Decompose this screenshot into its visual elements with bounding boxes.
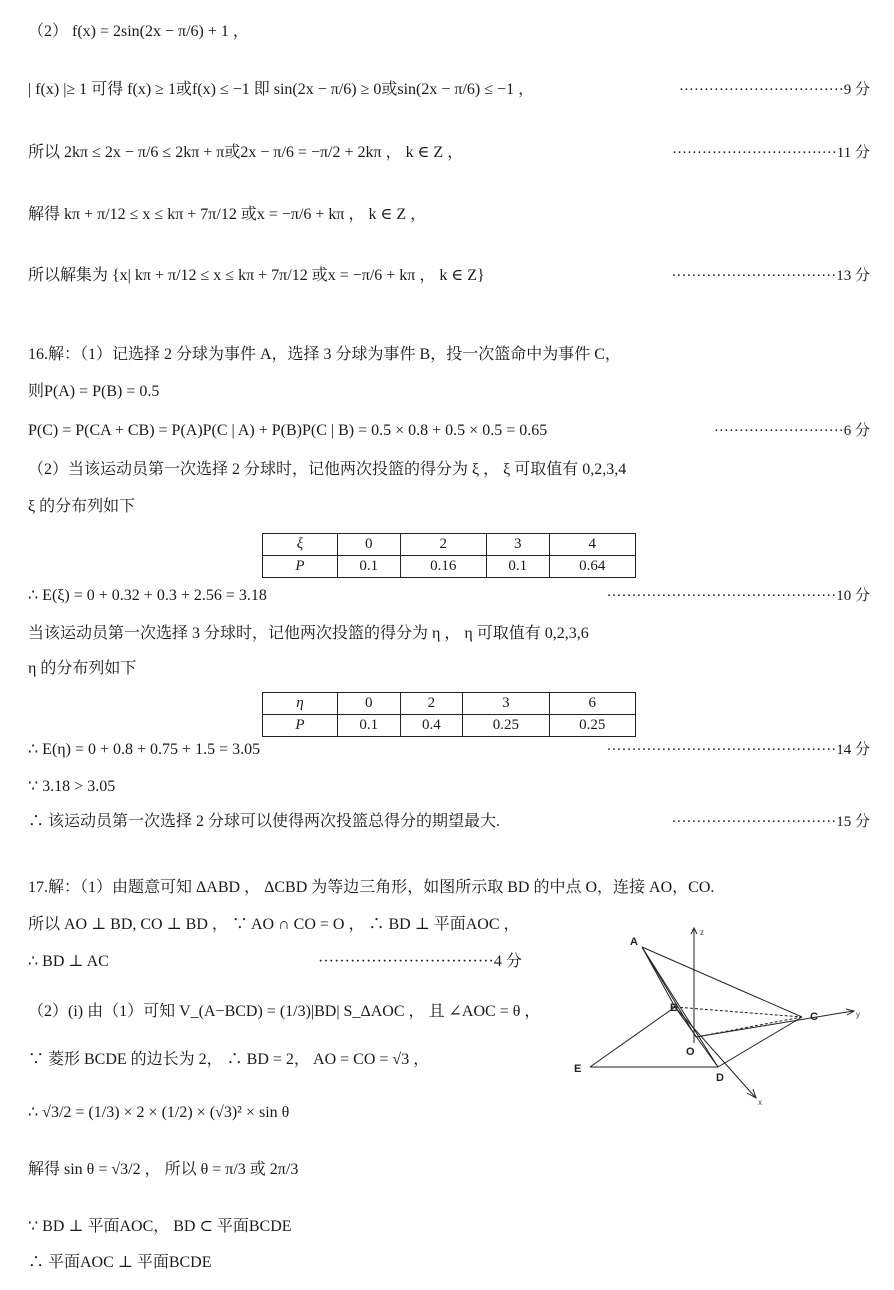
- p16-line10: ∵ 3.18 > 3.05: [28, 778, 116, 795]
- p16-line6: ∴ E(ξ) = 0 + 0.32 + 0.3 + 2.56 = 3.18: [28, 587, 267, 604]
- table-cell: 0.16: [400, 556, 486, 578]
- table-cell: P: [263, 556, 338, 578]
- label-y: y: [856, 1010, 860, 1019]
- p15-line5: 所以解集为 {x| kπ + π/12 ≤ x ≤ kπ + 7π/12 或x = −π/6 + kπ ， k ∈ Z}: [28, 267, 485, 284]
- label-x: x: [758, 1098, 762, 1107]
- p17-line5: ∵ 菱形 BCDE 的边长为 2， ∴ BD = 2， AO = CO = √3 ，: [28, 1051, 430, 1068]
- p15-line3: 所以 2kπ ≤ 2x − π/6 ≤ 2kπ + π或2x − π/6 = −π/2 + 2kπ ， k ∈ Z ，: [28, 144, 464, 161]
- p16-score-15: ·································15 分: [671, 814, 870, 830]
- table-cell: 2: [400, 693, 463, 715]
- label-z: z: [700, 928, 704, 937]
- table-cell: 0: [338, 693, 401, 715]
- p17-line6: ∴ √3/2 = (1/3) × 2 × (1/2) × (√3)² × sin θ: [28, 1104, 290, 1121]
- p16-line4: （2）当该运动员第一次选择 2 分球时，记他两次投篮的得分为 ξ ， ξ 可取值有 0,2,3,4: [28, 461, 627, 478]
- edge-AC: [642, 947, 802, 1017]
- label-E: E: [574, 1063, 582, 1075]
- p17-line7: 解得 sin θ = √3/2 ， 所以 θ = π/3 或 2π/3: [28, 1161, 299, 1178]
- edge-EB: [590, 1007, 675, 1067]
- label-D: D: [716, 1072, 724, 1084]
- p16-line7: 当该运动员第一次选择 3 分球时，记他两次投篮的得分为 η ， η 可取值有 0,2,3,6: [28, 625, 589, 642]
- table-cell: 0.1: [338, 715, 401, 737]
- table-cell: 6: [549, 693, 635, 715]
- label-A: A: [630, 936, 638, 948]
- p16-line8: η 的分布列如下: [28, 660, 137, 677]
- label-O: O: [686, 1046, 695, 1058]
- p17-score-4: ·································4 分: [318, 953, 522, 970]
- table-row: [263, 534, 636, 556]
- table-cell: 2: [400, 534, 486, 556]
- table-cell: ξ: [263, 534, 338, 556]
- table-cell: 0.1: [338, 556, 401, 578]
- p15-score-11: ·································11 分: [671, 145, 870, 161]
- table-cell: 0.64: [549, 556, 635, 578]
- table-cell: 0.25: [463, 715, 549, 737]
- p16-score-14: ··············································14 分: [606, 742, 870, 758]
- eta-distribution-table: [262, 692, 636, 737]
- table-row: [263, 556, 636, 578]
- table-cell: P: [263, 715, 338, 737]
- table-cell: η: [263, 693, 338, 715]
- p17-line3: ∴ BD ⊥ AC: [28, 953, 109, 970]
- p17-line2: 所以 AO ⊥ BD, CO ⊥ BD ， ∵ AO ∩ CO = O ， ∴ BD ⊥ 平面AOC ，: [28, 916, 520, 933]
- table-row: [263, 693, 636, 715]
- label-B: B: [670, 1002, 678, 1014]
- edge-AO: [642, 947, 696, 1037]
- table-row: [263, 715, 636, 737]
- p16-line2: 则P(A) = P(B) = 0.5: [28, 383, 160, 400]
- table-cell: 0: [338, 534, 401, 556]
- p15-score-13: ·································13 分: [671, 268, 870, 284]
- p16-line1: 16.解：（1）记选择 2 分球为事件 A，选择 3 分球为事件 B，投一次篮命中为事件 C，: [28, 346, 621, 363]
- table-cell: 3: [463, 693, 549, 715]
- p17-line9: ∴ 平面AOC ⊥ 平面BCDE: [28, 1254, 212, 1271]
- geometry-figure: [570, 925, 870, 1110]
- p17-line4: （2）(i) 由（1）可知 V_(A−BCD) = (1/3)|BD| S_ΔAOC ， 且 ∠AOC = θ ，: [28, 1003, 541, 1020]
- p17-line1: 17.解：（1）由题意可知 ΔABD ， ΔCBD 为等边三角形，如图所示取 BD 的中点 O，连接 AO，CO.: [28, 879, 715, 896]
- p15-line4: 解得 kπ + π/12 ≤ x ≤ kπ + 7π/12 或x = −π/6 + kπ ， k ∈ Z ，: [28, 206, 427, 223]
- table-cell: 0.4: [400, 715, 463, 737]
- table-cell: 0.25: [549, 715, 635, 737]
- p15-line2: | f(x) |≥ 1 可得 f(x) ≥ 1或f(x) ≤ −1 即 sin(2x − π/6) ≥ 0或sin(2x − π/6) ≤ −1 ，: [28, 81, 535, 98]
- label-C: C: [810, 1011, 818, 1023]
- table-cell: 4: [549, 534, 635, 556]
- p16-line5: ξ 的分布列如下: [28, 498, 136, 515]
- table-cell: 0.1: [486, 556, 549, 578]
- xi-distribution-table: [262, 533, 636, 578]
- p16-score-6: ··························6 分: [713, 423, 870, 439]
- table-cell: 3: [486, 534, 549, 556]
- p16-line9: ∴ E(η) = 0 + 0.8 + 0.75 + 1.5 = 3.05: [28, 741, 261, 758]
- p16-line11: ∴ 该运动员第一次选择 2 分球可以使得两次投篮总得分的期望最大.: [28, 813, 501, 830]
- p15-line1: （2） f(x) = 2sin(2x − π/6) + 1 ，: [28, 23, 249, 40]
- edge-AD: [642, 947, 718, 1067]
- p16-score-10: ··············································10 分: [606, 588, 870, 604]
- p17-line8: ∵ BD ⊥ 平面AOC， BD ⊂ 平面BCDE: [28, 1218, 292, 1235]
- p15-score-9: ·································9 分: [678, 82, 870, 98]
- p16-line3: P(C) = P(CA + CB) = P(A)P(C | A) + P(B)P(C | B) = 0.5 × 0.8 + 0.5 × 0.5 = 0.65: [28, 422, 548, 439]
